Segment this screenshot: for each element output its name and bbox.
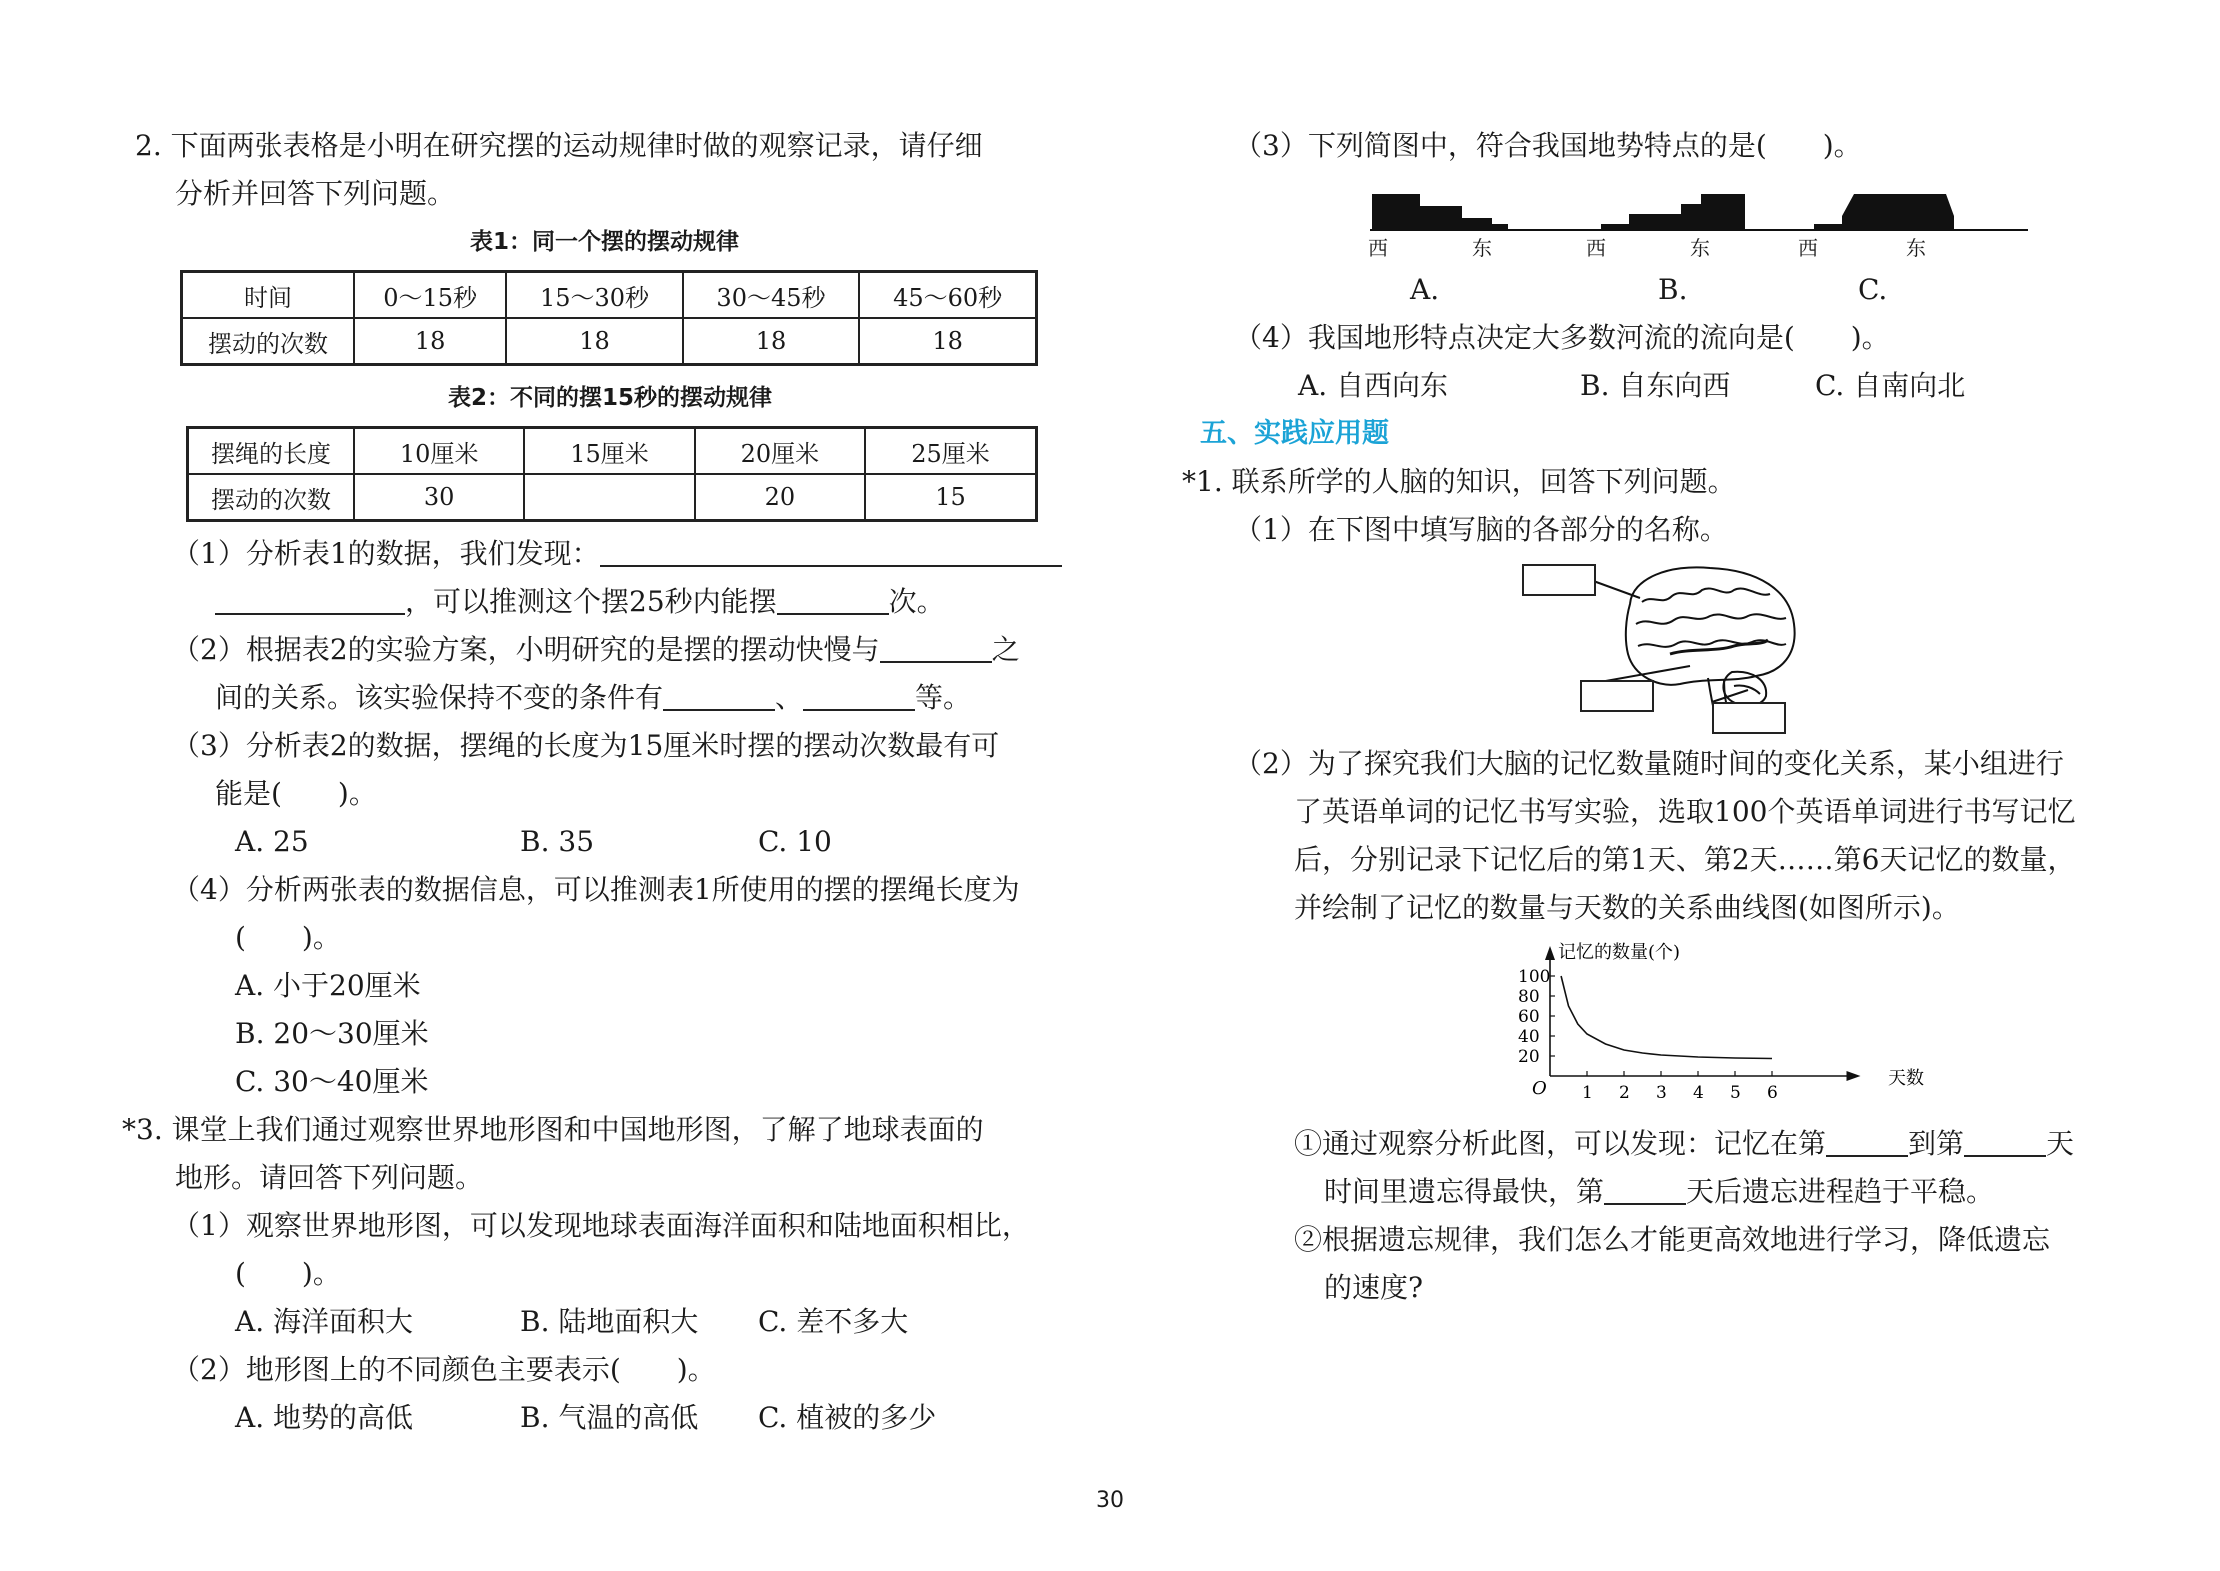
q3-p1-option-b[interactable]: B. 陆地面积大 [520, 1305, 699, 1338]
q2-p3-option-c[interactable]: C. 10 [758, 825, 832, 858]
table1-data-row [182, 318, 1037, 365]
q2-p4-line2: ( )。 [235, 921, 341, 954]
terrain-a-west: 西 [1368, 236, 1388, 260]
chart-x-tick-label: 3 [1656, 1083, 1667, 1103]
cerebrum-outline [1626, 567, 1795, 684]
q2-p3-line2: 能是( )。 [215, 777, 377, 810]
terrain-c-east: 东 [1906, 236, 1926, 260]
q2-p4-line1: （4）分析两张表的数据信息，可以推测表1所使用的摆的摆绳长度为 [172, 873, 1020, 906]
brain-label-box-cerebellum[interactable] [1712, 702, 1786, 734]
q3-p4-option-b[interactable]: B. 自东向西 [1580, 369, 1731, 402]
s5-q1-p2-line1: （2）为了探究我们大脑的记忆数量随时间的变化关系，某小组进行 [1234, 747, 2064, 780]
q3-intro-line2: 地形。请回答下列问题。 [175, 1161, 484, 1194]
s5-q1-intro: *1. 联系所学的人脑的知识，回答下列问题。 [1182, 465, 1736, 498]
table-cell: 30 [354, 474, 524, 521]
s5-q1-p2-line3: 后，分别记录下记忆后的第1天、第2天……第6天记忆的数量， [1294, 843, 2076, 876]
q2-p1-text: ，可以推测这个摆25秒内能摆 [405, 585, 777, 618]
sub1-text: 时间里遗忘得最快，第 [1324, 1175, 1605, 1208]
q2-p2-text: 等。 [915, 681, 972, 714]
sub1-text: 天后遗忘进程趋于平稳。 [1686, 1175, 1995, 1208]
answer-blank[interactable] [1826, 1125, 1908, 1157]
q2-p2-text: 间的关系。该实验保持不变的条件有 [215, 681, 664, 714]
terrain-c-west: 西 [1798, 236, 1818, 260]
table-cell-empty[interactable] [524, 474, 694, 521]
terrain-profile-b [1585, 192, 1825, 232]
memory-curve-chart [1460, 936, 1940, 1116]
table-cell: 15厘米 [524, 428, 694, 475]
q3-p3-option-a[interactable]: A. [1410, 273, 1440, 306]
q3-p2-option-a[interactable]: A. 地势的高低 [235, 1401, 414, 1434]
q3-p3-line: （3）下列简图中，符合我国地势特点的是( )。 [1234, 129, 1862, 162]
q2-p2-text: 之 [991, 633, 1020, 666]
page-number: 30 [1096, 1488, 1124, 1513]
chart-y-tick-label: 80 [1518, 987, 1540, 1007]
table2-caption: 表2：不同的摆15秒的摆动规律 [448, 385, 773, 411]
s5-q1-p2-line2: 了英语单词的记忆书写实验，选取100个英语单词进行书写记忆 [1294, 795, 2076, 828]
q2-intro-line2: 分析并回答下列问题。 [175, 177, 456, 210]
chart-x-tick-label: 6 [1767, 1083, 1778, 1103]
s5-q1-p2-line4: 并绘制了记忆的数量与天数的关系曲线图(如图所示)。 [1294, 891, 1960, 924]
answer-blank[interactable] [215, 583, 405, 615]
table-cell: 18 [354, 318, 506, 365]
q2-p1-line1 [172, 534, 1062, 574]
q2-p3-line1: （3）分析表2的数据，摆绳的长度为15厘米时摆的摆动次数最有可 [172, 729, 1000, 762]
cerebellum-outline [1723, 672, 1766, 706]
q2-p2-text: （2）根据表2的实验方案，小明研究的是摆的摆动快慢与 [172, 633, 880, 666]
sub1-text: 到第 [1908, 1127, 1965, 1160]
table-cell: 10厘米 [354, 428, 524, 475]
table-cell: 时间 [182, 272, 355, 319]
table1-header-row [182, 272, 1037, 319]
table-cell: 15 [865, 474, 1036, 521]
brain-label-box-brainstem[interactable] [1580, 680, 1654, 712]
terrain-profile-c [1798, 192, 2038, 232]
chart-y-tick-label: 20 [1518, 1047, 1540, 1067]
section-5-heading: 五、实践应用题 [1200, 418, 1389, 449]
chart-x-tick-label: 5 [1730, 1083, 1741, 1103]
table-cell: 摆绳的长度 [188, 428, 355, 475]
chart-y-tick-label: 40 [1518, 1027, 1540, 1047]
table-cell: 15～30秒 [506, 272, 682, 319]
terrain-shape-c [1814, 194, 1954, 230]
q3-p3-option-c[interactable]: C. [1858, 273, 1888, 306]
answer-blank[interactable] [777, 583, 889, 615]
q2-p2-line1 [172, 630, 1020, 670]
table1-caption: 表1：同一个摆的摆动规律 [470, 229, 740, 255]
sub1-text: 天 [2046, 1127, 2075, 1160]
q3-p2-option-b[interactable]: B. 气温的高低 [520, 1401, 699, 1434]
q3-p4-line: （4）我国地形特点决定大多数河流的流向是( )。 [1234, 321, 1890, 354]
table-cell: 摆动的次数 [182, 318, 355, 365]
q2-p3-option-a[interactable]: A. 25 [235, 825, 309, 858]
q2-p2-line2 [215, 678, 971, 718]
table2-data-row [188, 474, 1037, 521]
q3-p2-line: （2）地形图上的不同颜色主要表示( )。 [172, 1353, 716, 1386]
q3-p1-option-a[interactable]: A. 海洋面积大 [235, 1305, 414, 1338]
q2-p1-line2 [215, 582, 945, 622]
q3-p1-option-c[interactable]: C. 差不多大 [758, 1305, 909, 1338]
q2-p1-text: （1）分析表1的数据，我们发现： [172, 537, 600, 570]
s5-q1-p1: （1）在下图中填写脑的各部分的名称。 [1234, 513, 1728, 546]
gyrus-line [1636, 614, 1786, 624]
brain-label-box-cerebrum[interactable] [1522, 564, 1596, 596]
q2-p2-text: 、 [775, 681, 804, 714]
table-cell: 18 [683, 318, 859, 365]
q2-intro-line1: 2. 下面两张表格是小明在研究摆的运动规律时做的观察记录，请仔细 [135, 129, 983, 162]
s5-q1-p2-sub1-line2 [1324, 1172, 1994, 1212]
table-cell: 18 [859, 318, 1036, 365]
q3-p1-line2: ( )。 [235, 1257, 341, 1290]
q3-intro-line1: *3. 课堂上我们通过观察世界地形图和中国地形图，了解了地球表面的 [122, 1113, 984, 1146]
q3-p2-option-c[interactable]: C. 植被的多少 [758, 1401, 937, 1434]
q2-p1-text: 次。 [888, 585, 945, 618]
q3-p3-option-b[interactable]: B. [1658, 273, 1688, 306]
answer-blank[interactable] [663, 679, 775, 711]
q2-p4-option-a[interactable]: A. 小于20厘米 [235, 969, 421, 1002]
chart-x-axis-label: 天数 [1888, 1068, 1924, 1089]
table-cell: 30～45秒 [683, 272, 859, 319]
chart-ticks [1518, 967, 1778, 1103]
terrain-profile-a [1370, 192, 1610, 232]
s5-q1-p2-sub2-line2: 的速度? [1324, 1271, 1424, 1304]
terrain-b-east: 东 [1690, 236, 1710, 260]
s5-q1-p2-sub2-line1: ②根据遗忘规律，我们怎么才能更高效地进行学习，降低遗忘 [1294, 1223, 2051, 1256]
s5-q1-p2-sub1-line1 [1294, 1124, 2074, 1164]
chart-y-tick-label: 100 [1518, 967, 1551, 987]
answer-blank[interactable] [803, 679, 915, 711]
chart-origin-label: O [1532, 1078, 1547, 1099]
chart-x-tick-label: 4 [1693, 1083, 1704, 1103]
chart-axes [1545, 946, 1861, 1081]
terrain-shape-b [1601, 194, 1745, 230]
chart-y-arrow [1545, 946, 1555, 960]
chart-x-arrow [1847, 1071, 1861, 1081]
table-cell: 18 [506, 318, 682, 365]
chart-y-axis-label: 记忆的数量(个) [1558, 942, 1681, 963]
chart-x-tick-label: 2 [1619, 1083, 1630, 1103]
terrain-b-west: 西 [1586, 236, 1606, 260]
sub1-text: ①通过观察分析此图，可以发现：记忆在第 [1294, 1127, 1827, 1160]
chart-y-tick-label: 60 [1518, 1007, 1540, 1027]
table-cell: 摆动的次数 [188, 474, 355, 521]
q2-p4-option-b[interactable]: B. 20～30厘米 [235, 1017, 429, 1050]
q3-p1-line1: （1）观察世界地形图，可以发现地球表面海洋面积和陆地面积相比， [172, 1209, 1030, 1242]
q3-p4-option-a[interactable]: A. 自西向东 [1298, 369, 1449, 402]
table2-header-row [188, 428, 1037, 475]
gyrus-line [1642, 588, 1770, 602]
table-cell: 20厘米 [695, 428, 865, 475]
answer-blank[interactable] [880, 631, 992, 663]
table-cell: 45～60秒 [859, 272, 1036, 319]
q2-p4-option-c[interactable]: C. 30～40厘米 [235, 1065, 429, 1098]
answer-blank[interactable] [1604, 1173, 1686, 1205]
answer-blank[interactable] [1964, 1125, 2046, 1157]
answer-blank[interactable] [600, 535, 1062, 567]
table-cell: 0～15秒 [354, 272, 506, 319]
terrain-shape-a [1372, 194, 1508, 230]
chart-series-line [1561, 976, 1772, 1059]
chart-x-tick-label: 1 [1582, 1083, 1593, 1103]
table1 [180, 270, 1038, 366]
q2-p3-option-b[interactable]: B. 35 [520, 825, 595, 858]
table-cell: 25厘米 [865, 428, 1036, 475]
table2 [186, 426, 1038, 522]
terrain-a-east: 东 [1472, 236, 1492, 260]
q3-p4-option-c[interactable]: C. 自南向北 [1815, 369, 1966, 402]
table-cell: 20 [695, 474, 865, 521]
